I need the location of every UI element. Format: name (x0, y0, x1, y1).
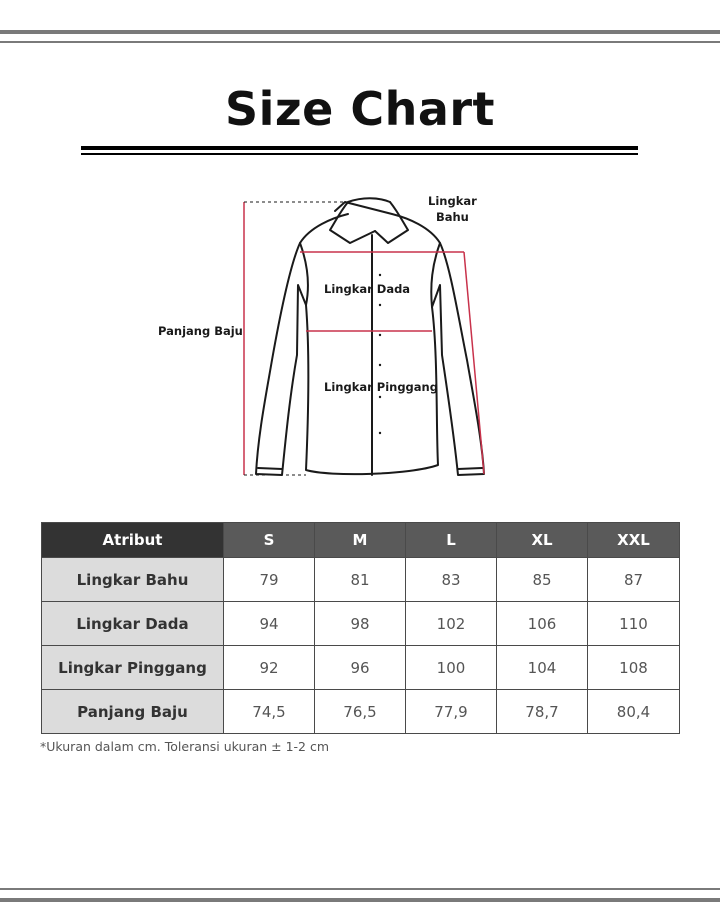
label-shoulder: Lingkar Bahu (428, 194, 477, 224)
shirt-diagram (140, 185, 520, 495)
collar-right (375, 202, 408, 243)
tolerance-note: *Ukuran dalam cm. Toleransi ukuran ± 1-2 cm (40, 739, 330, 754)
button-6 (379, 432, 381, 434)
row-attribute: Panjang Baju (42, 690, 224, 734)
table-cell: 94 (224, 602, 315, 646)
header-atribut: Atribut (42, 523, 224, 558)
right-cuff (458, 468, 482, 469)
button-1 (379, 274, 381, 276)
button-4 (379, 364, 381, 366)
table-cell: 81 (315, 558, 406, 602)
left-cuff (258, 468, 282, 469)
page-title: Size Chart (224, 82, 496, 136)
header-size-xxl: XXL (588, 523, 680, 558)
shirt-body-outline (256, 202, 484, 475)
table-cell: 108 (588, 646, 680, 690)
table-cell: 92 (224, 646, 315, 690)
top-frame-line-thick (0, 30, 720, 34)
table-cell: 98 (315, 602, 406, 646)
row-attribute: Lingkar Bahu (42, 558, 224, 602)
table-cell: 104 (497, 646, 588, 690)
table-cell: 74,5 (224, 690, 315, 734)
table-cell: 83 (406, 558, 497, 602)
table-cell: 102 (406, 602, 497, 646)
table-cell: 100 (406, 646, 497, 690)
label-chest: Lingkar Dada (324, 282, 411, 296)
table-cell: 87 (588, 558, 680, 602)
collar-band (348, 198, 390, 202)
table-cell: 96 (315, 646, 406, 690)
table-cell: 77,9 (406, 690, 497, 734)
label-body-length: Panjang Baju (158, 324, 243, 338)
size-table (41, 522, 680, 734)
table-cell: 106 (497, 602, 588, 646)
button-2 (379, 304, 381, 306)
table-row (42, 602, 680, 646)
button-3 (379, 334, 381, 336)
shirt-illustration (140, 185, 520, 495)
title-rule-thick (81, 146, 638, 150)
table-cell: 85 (497, 558, 588, 602)
bottom-frame-line-thin (0, 888, 720, 890)
table-row (42, 558, 680, 602)
header-size-xl: XL (497, 523, 588, 558)
row-attribute: Lingkar Pinggang (42, 646, 224, 690)
table-cell: 79 (224, 558, 315, 602)
table-cell: 80,4 (588, 690, 680, 734)
header-size-m: M (315, 523, 406, 558)
table-header-row (42, 523, 680, 558)
table-cell: 110 (588, 602, 680, 646)
header-size-s: S (224, 523, 315, 558)
header-size-l: L (406, 523, 497, 558)
row-attribute: Lingkar Dada (42, 602, 224, 646)
bottom-frame-line-thick (0, 898, 720, 902)
title-rule-thin (81, 153, 638, 155)
table-row (42, 646, 680, 690)
label-waist: Lingkar Pinggang (324, 380, 438, 394)
table-cell: 78,7 (497, 690, 588, 734)
top-frame-line-thin (0, 41, 720, 43)
table-row (42, 690, 680, 734)
button-5 (379, 396, 381, 398)
table-cell: 76,5 (315, 690, 406, 734)
